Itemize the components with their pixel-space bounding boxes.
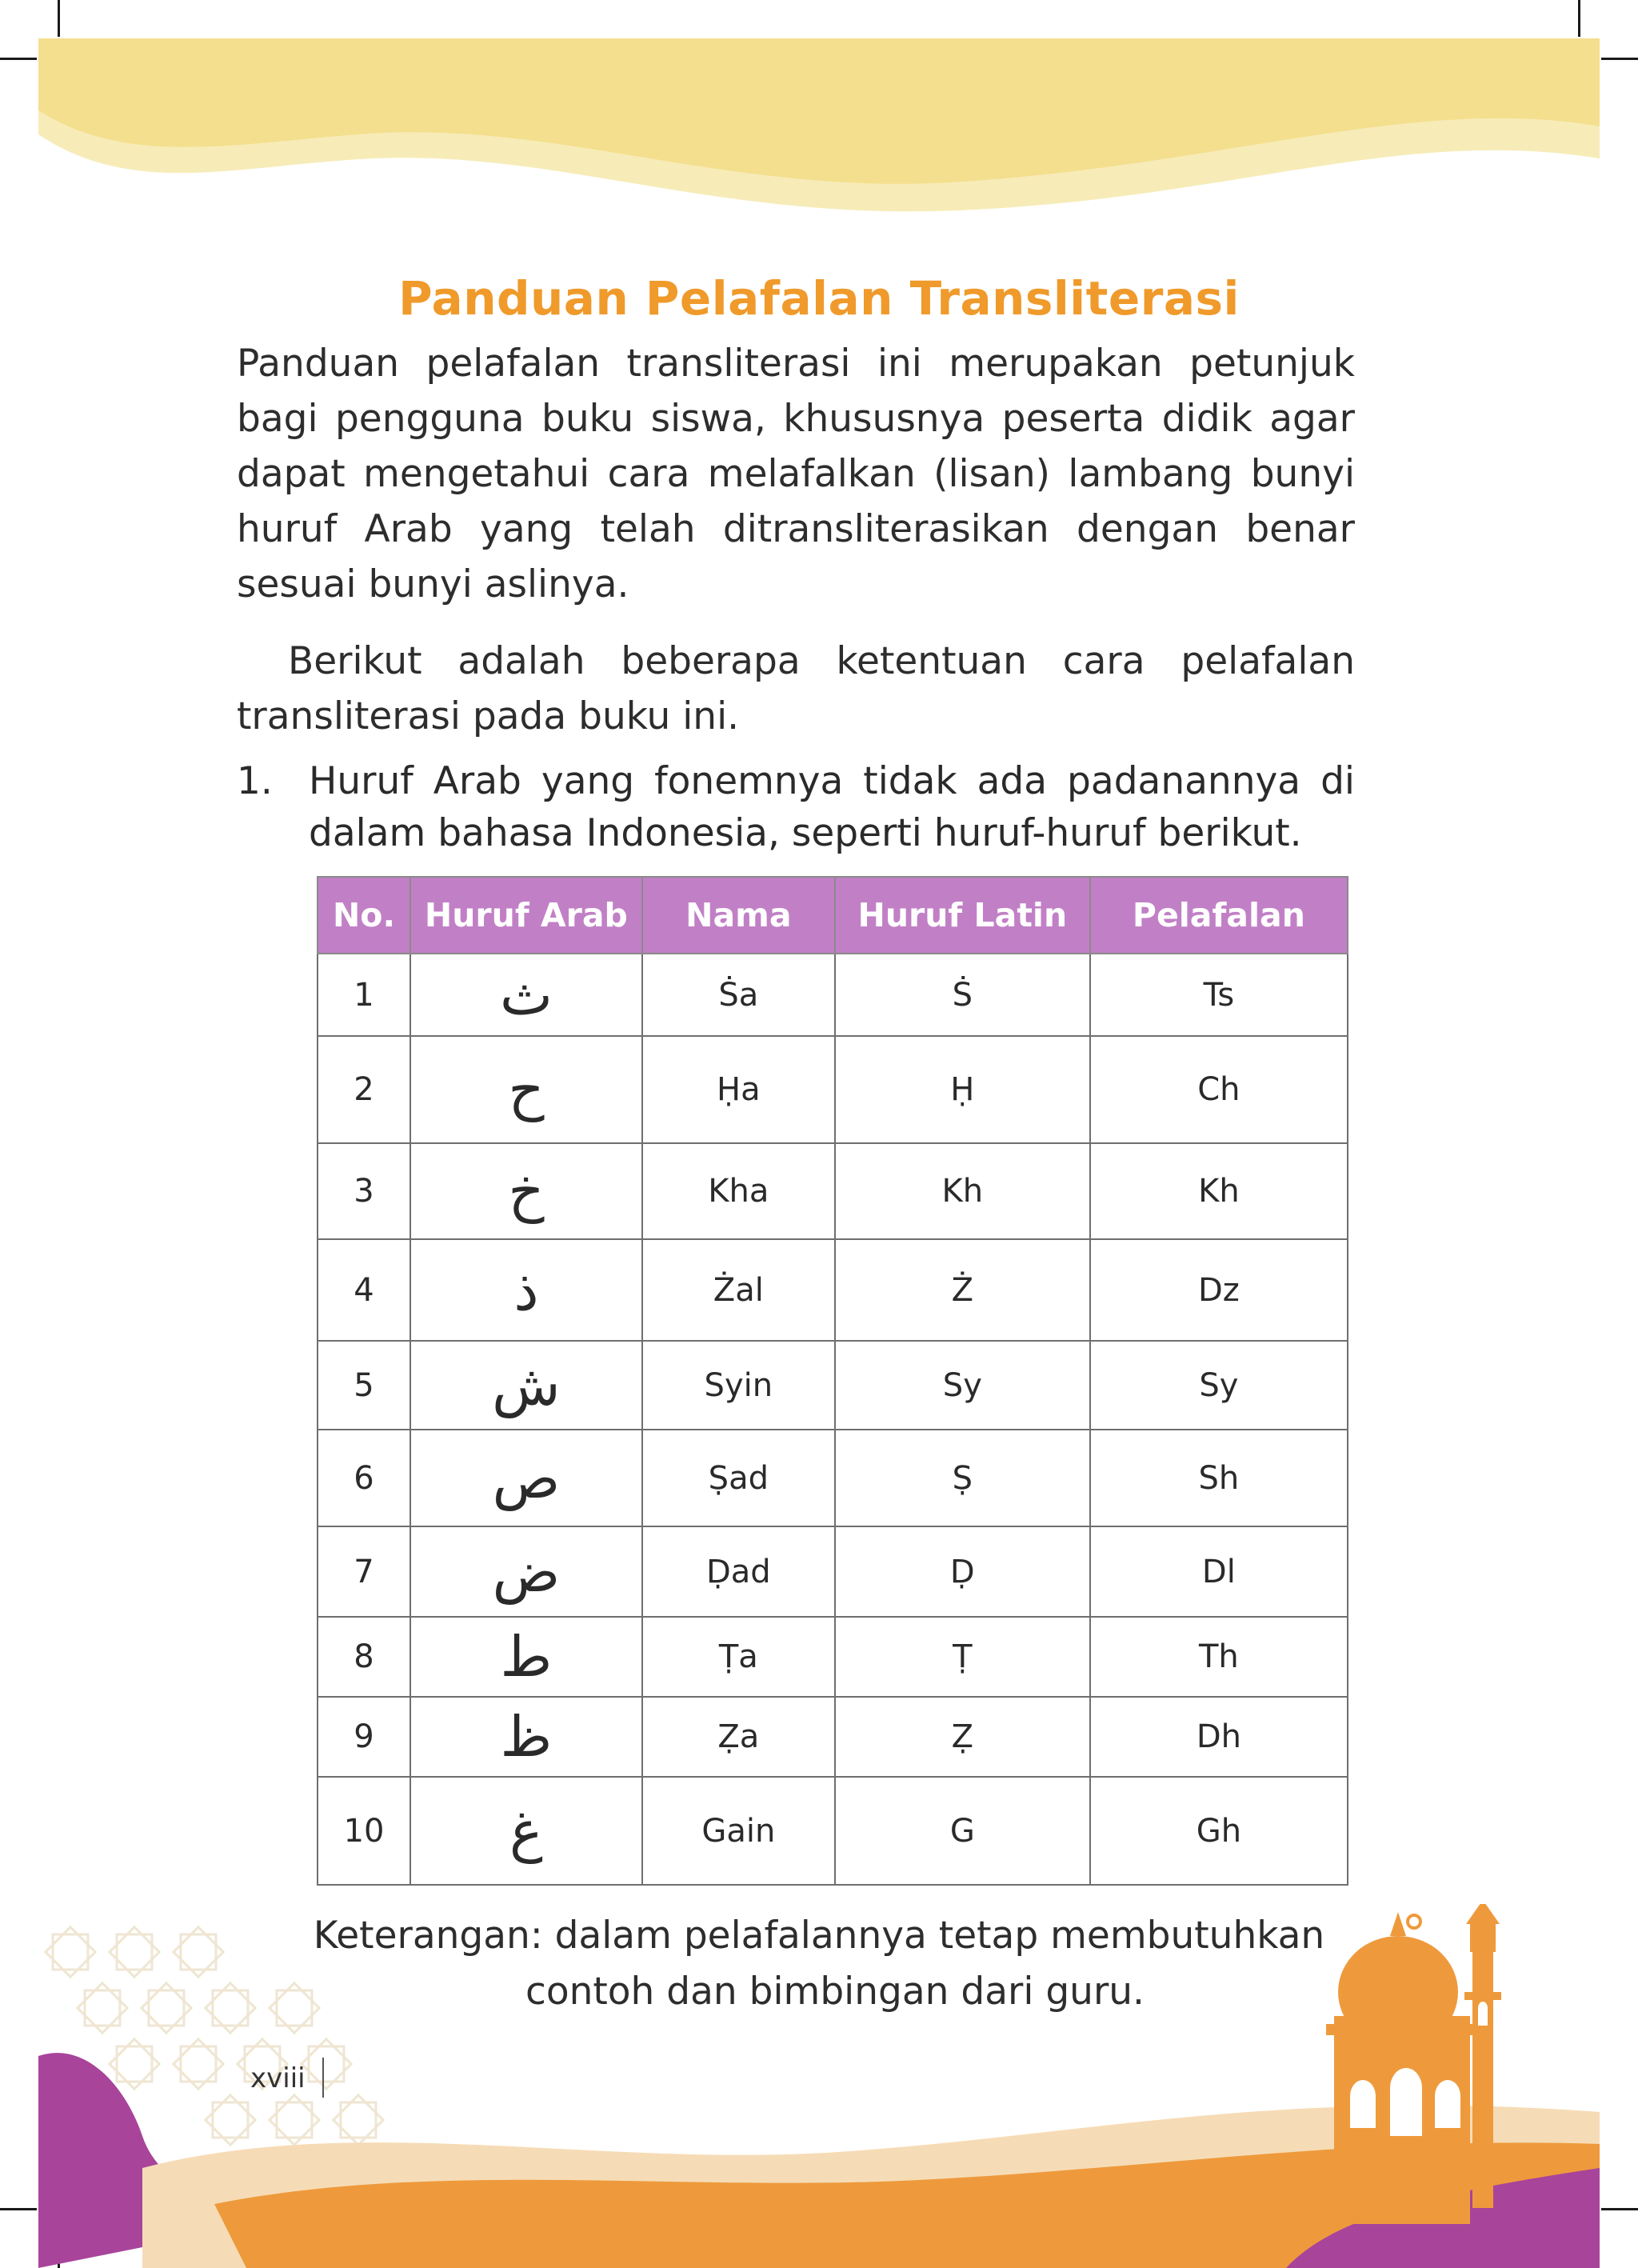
cell-arabic-letter: ض	[410, 1526, 642, 1617]
crop-mark	[1601, 58, 1638, 60]
crop-mark	[0, 2208, 37, 2210]
cell-latin: Ż	[835, 1239, 1090, 1341]
cell-arabic-letter: غ	[410, 1777, 642, 1885]
note-line-1: Keterangan: dalam pelafalannya tetap membutuhkan	[313, 1914, 1325, 1958]
cell-name: Ṡa	[642, 954, 835, 1036]
column-header-arabic: Huruf Arab	[410, 877, 642, 954]
cell-no: 10	[318, 1777, 410, 1885]
cell-no: 7	[318, 1526, 410, 1617]
cell-name: Kha	[642, 1143, 835, 1239]
transliteration-table	[317, 876, 1348, 1886]
cell-latin: Ṡ	[835, 954, 1090, 1036]
column-header-latin: Huruf Latin	[835, 877, 1090, 954]
table-row	[318, 1239, 1348, 1341]
cell-pronunciation: Dz	[1090, 1239, 1348, 1341]
cell-no: 5	[318, 1341, 410, 1430]
table-row	[318, 1430, 1348, 1526]
cell-latin: Ḍ	[835, 1526, 1090, 1617]
cell-arabic-letter: ط	[410, 1617, 642, 1697]
cell-no: 1	[318, 954, 410, 1036]
cell-arabic-letter: ص	[410, 1430, 642, 1526]
cell-no: 2	[318, 1036, 410, 1143]
cell-pronunciation: Dl	[1090, 1526, 1348, 1617]
column-header-pronunciation: Pelafalan	[1090, 877, 1348, 954]
cell-no: 9	[318, 1697, 410, 1777]
cell-latin: Ẓ	[835, 1697, 1090, 1777]
cell-name: Syin	[642, 1341, 835, 1430]
cell-name: Żal	[642, 1239, 835, 1341]
table-row	[318, 1526, 1348, 1617]
list-item-text: Huruf Arab yang fonemnya tidak ada padanannya di dalam bahasa Indonesia, seperti huruf-huruf berikut.	[309, 759, 1355, 855]
cell-pronunciation: Dh	[1090, 1697, 1348, 1777]
list-item-number: 1.	[237, 759, 273, 803]
intro-paragraph: Panduan pelafalan transliterasi ini merupakan petunjuk bagi pengguna buku siswa, khususnya peserta didik agar dapat mengetahui cara melafalkan (lisan) lambang bunyi huruf Arab yang telah ditransliterasikan dengan benar sesuai bunyi aslinya.	[237, 342, 1355, 606]
table-row	[318, 1341, 1348, 1430]
cell-name: Ẓa	[642, 1697, 835, 1777]
table-row	[318, 1697, 1348, 1777]
cell-arabic-letter: ث	[410, 954, 642, 1036]
cell-pronunciation: Th	[1090, 1617, 1348, 1697]
cell-pronunciation: Gh	[1090, 1777, 1348, 1885]
cell-no: 6	[318, 1430, 410, 1526]
cell-name: Ḍad	[642, 1526, 835, 1617]
cell-name: Ṭa	[642, 1617, 835, 1697]
crop-mark	[0, 58, 37, 60]
table-row	[318, 1143, 1348, 1239]
note	[0, 1908, 1638, 2020]
cell-arabic-letter: ظ	[410, 1697, 642, 1777]
column-header-no: No.	[318, 877, 410, 954]
cell-arabic-letter: خ	[410, 1143, 642, 1239]
crop-mark	[1578, 0, 1580, 37]
table-row	[318, 954, 1348, 1036]
cell-arabic-letter: ح	[410, 1036, 642, 1143]
cell-pronunciation: Ch	[1090, 1036, 1348, 1143]
table-header-row	[318, 877, 1348, 954]
cell-pronunciation: Kh	[1090, 1143, 1348, 1239]
rules-paragraph: Berikut adalah beberapa ketentuan cara pelafalan transliterasi pada buku ini.	[237, 639, 1355, 738]
table-row	[318, 1617, 1348, 1697]
cell-name: Ḥa	[642, 1036, 835, 1143]
column-header-name: Nama	[642, 877, 835, 954]
cell-latin: Kh	[835, 1143, 1090, 1239]
cell-arabic-letter: ذ	[410, 1239, 642, 1341]
cell-pronunciation: Ts	[1090, 954, 1348, 1036]
cell-no: 3	[318, 1143, 410, 1239]
cell-name: Ṣad	[642, 1430, 835, 1526]
note-line-2: contoh dan bimbingan dari guru.	[525, 1970, 1145, 2014]
page-title: Panduan Pelafalan Transliterasi	[398, 270, 1240, 326]
cell-latin: Ḥ	[835, 1036, 1090, 1143]
cell-latin: Sy	[835, 1341, 1090, 1430]
cell-pronunciation: Sy	[1090, 1341, 1348, 1430]
cell-latin: Ṣ	[835, 1430, 1090, 1526]
cell-arabic-letter: ش	[410, 1341, 642, 1430]
cell-name: Gain	[642, 1777, 835, 1885]
cell-no: 4	[318, 1239, 410, 1341]
table-row	[318, 1777, 1348, 1885]
top-wave-decoration	[38, 38, 1600, 222]
page-number-divider	[322, 2058, 324, 2098]
page-number: xviii	[250, 2062, 306, 2094]
cell-latin: Ṭ	[835, 1617, 1090, 1697]
crop-mark	[1601, 2208, 1638, 2210]
crop-mark	[58, 0, 60, 37]
table-row	[318, 1036, 1348, 1143]
cell-pronunciation: Sh	[1090, 1430, 1348, 1526]
cell-no: 8	[318, 1617, 410, 1697]
cell-latin: G	[835, 1777, 1090, 1885]
